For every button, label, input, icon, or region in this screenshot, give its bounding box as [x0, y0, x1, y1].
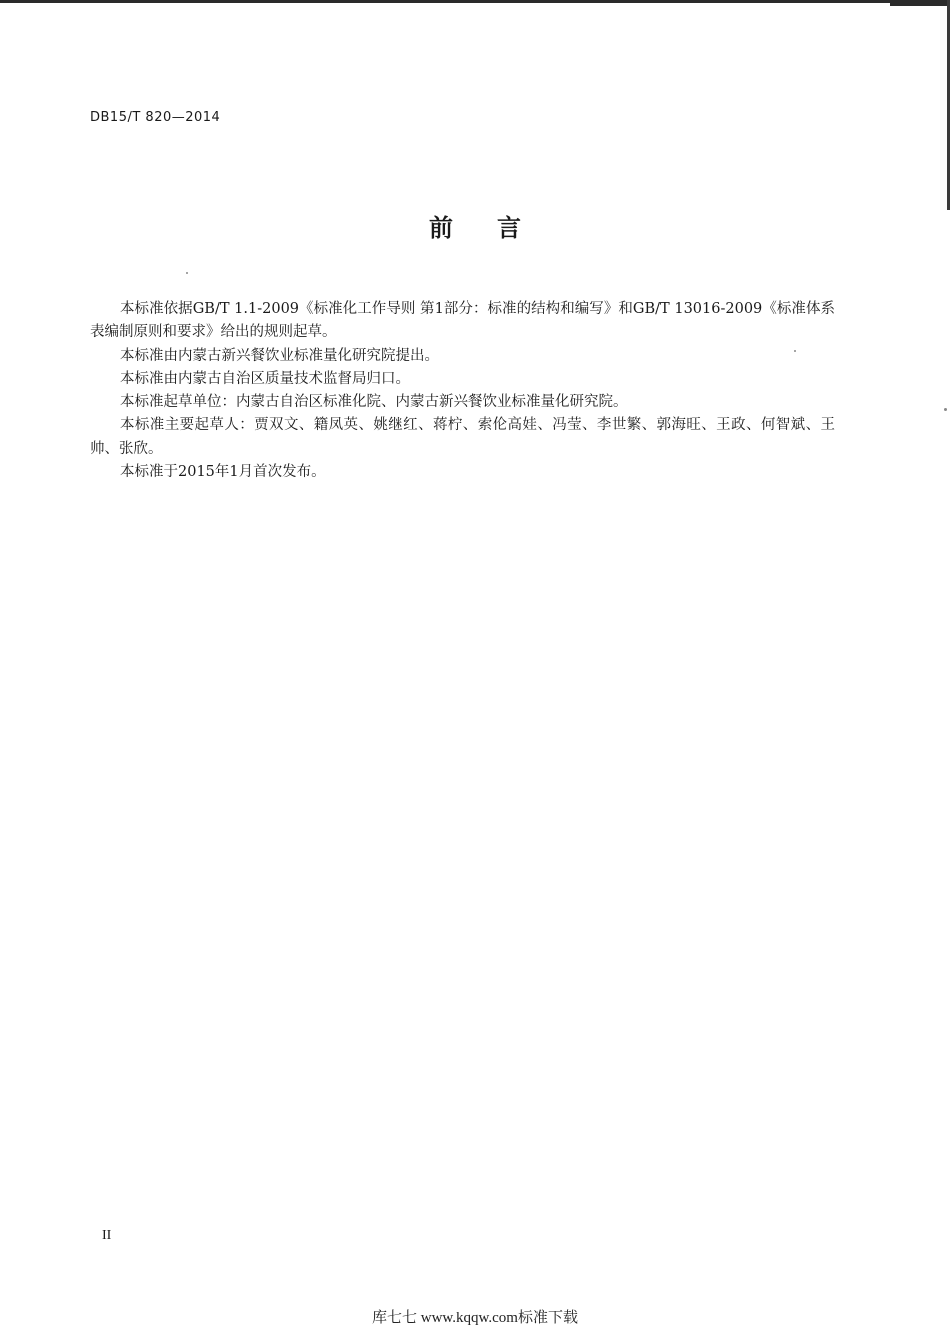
- paragraph-drafting-basis: 本标准依据GB/T 1.1-2009《标准化工作导则 第1部分：标准的结构和编写》和GB/T 13016-2009《标准体系表编制原则和要求》给出的规则起草。: [90, 301, 835, 341]
- paragraph-release: 本标准于2015年1月首次发布。: [120, 464, 326, 481]
- paragraph-drafting-units: 本标准起草单位：内蒙古自治区标准化院、内蒙古新兴餐饮业标准量化研究院。: [120, 394, 628, 411]
- scan-speck: [944, 408, 947, 411]
- scan-border-corner: [890, 0, 950, 6]
- scan-speck: [794, 350, 796, 352]
- page-title: 前言: [429, 214, 565, 242]
- paragraph-drafters: 本标准主要起草人：贾双文、籍凤英、姚继红、蒋柠、索伦高娃、冯莹、李世繁、郭海旺、王政、何智斌、王帅、张欣。: [90, 417, 835, 457]
- paragraph-administration: 本标准由内蒙古自治区质量技术监督局归口。: [120, 370, 410, 387]
- scan-speck: [186, 272, 188, 274]
- page-number: II: [102, 1228, 112, 1243]
- document-code: DB15/T 820—2014: [90, 110, 221, 125]
- footer-watermark: 库七七 www.kqqw.com标准下载: [372, 1310, 578, 1326]
- scan-border-top: [0, 0, 950, 3]
- foreword-body: [90, 298, 835, 484]
- paragraph-proposer: 本标准由内蒙古新兴餐饮业标准量化研究院提出。: [120, 347, 439, 364]
